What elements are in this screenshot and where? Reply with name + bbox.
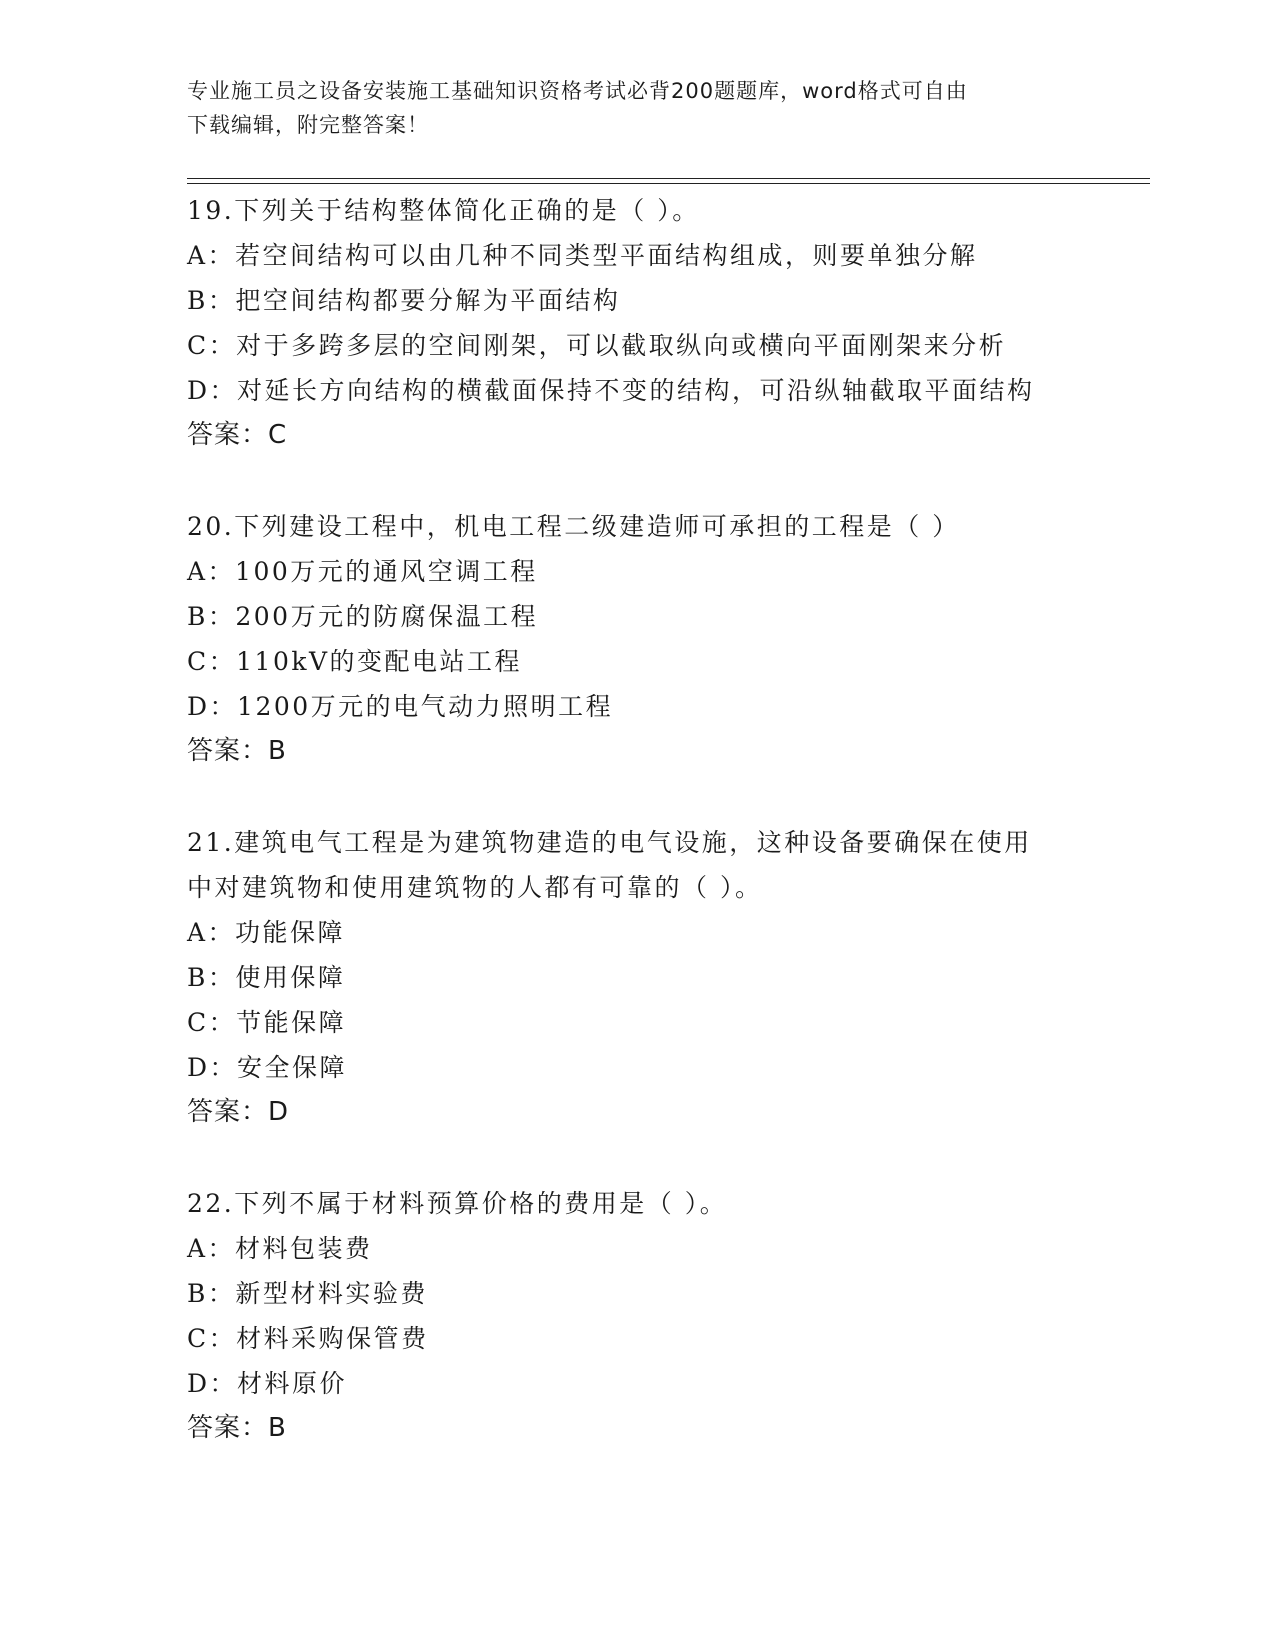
option-c: C：对于多跨多层的空间刚架，可以截取纵向或横向平面刚架来分析 — [187, 331, 1007, 360]
option-d: D：安全保障 — [187, 1053, 348, 1082]
question-stem: 20.下列建设工程中，机电工程二级建造师可承担的工程是（ ） — [187, 512, 960, 541]
question-stem: 22.下列不属于材料预算价格的费用是（ ）。 — [187, 1189, 728, 1218]
question-19 — [187, 188, 1087, 458]
question-list — [187, 188, 1087, 1497]
answer: 答案：B — [187, 1413, 287, 1443]
question-stem: 19.下列关于结构整体简化正确的是（ ）。 — [187, 196, 700, 225]
option-a: A：100万元的通风空调工程 — [187, 557, 538, 586]
option-c: C：材料采购保管费 — [187, 1324, 429, 1353]
option-d: D：材料原价 — [187, 1369, 348, 1398]
question-20 — [187, 504, 1087, 774]
option-a: A：若空间结构可以由几种不同类型平面结构组成，则要单独分解 — [187, 241, 978, 270]
option-d: D：1200万元的电气动力照明工程 — [187, 692, 614, 721]
option-a: A：材料包装费 — [187, 1234, 373, 1263]
header-rule-top — [187, 178, 1150, 179]
question-stem: 21.建筑电气工程是为建筑物建造的电气设施，这种设备要确保在使用 — [187, 828, 1032, 857]
option-c: C：节能保障 — [187, 1008, 347, 1037]
option-d: D：对延长方向结构的横截面保持不变的结构，可沿纵轴截取平面结构 — [187, 376, 1035, 405]
question-stem-continued: 中对建筑物和使用建筑物的人都有可靠的（ ）。 — [187, 873, 763, 902]
option-b: B：200万元的防腐保温工程 — [187, 602, 539, 631]
answer: 答案：B — [187, 736, 287, 766]
option-a: A：功能保障 — [187, 918, 346, 947]
header-rule-bottom — [187, 183, 1150, 184]
option-b: B：把空间结构都要分解为平面结构 — [187, 286, 621, 315]
question-21 — [187, 820, 1087, 1135]
option-b: B：新型材料实验费 — [187, 1279, 428, 1308]
answer: 答案：C — [187, 420, 288, 450]
header-line-1: 专业施工员之设备安装施工基础知识资格考试必背200题题库，word格式可自由 — [187, 79, 968, 103]
option-b: B：使用保障 — [187, 963, 346, 992]
answer: 答案：D — [187, 1097, 290, 1127]
option-c: C：110kV的变配电站工程 — [187, 647, 523, 676]
document-header — [187, 74, 1067, 142]
header-line-2: 下载编辑，附完整答案！ — [187, 113, 429, 137]
question-22 — [187, 1181, 1087, 1451]
